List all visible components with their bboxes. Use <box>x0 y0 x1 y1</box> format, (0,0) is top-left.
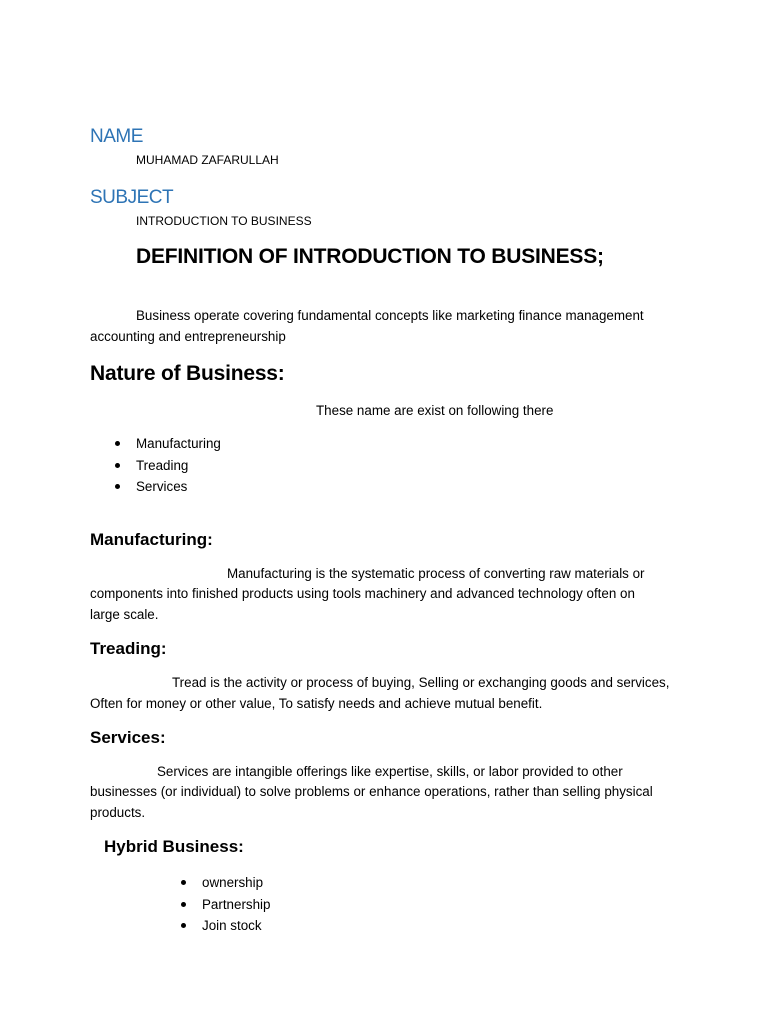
name-value: MUHAMAD ZAFARULLAH <box>136 153 279 167</box>
manufacturing-line-2: components into finished products using tools machinery and advanced technology often on <box>90 586 635 601</box>
list-item <box>112 455 221 477</box>
bullet-icon <box>181 902 186 907</box>
services-line-2: businesses (or individual) to solve problems or enhance operations, rather than selling physical <box>90 784 653 799</box>
bullet-icon <box>115 463 120 468</box>
services-line-1: Services are intangible offerings like expertise, skills, or labor provided to other <box>157 764 623 779</box>
bullet-icon <box>181 880 186 885</box>
bullet-icon <box>181 923 186 928</box>
hybrid-heading: Hybrid Business: <box>104 837 244 856</box>
services-heading: Services: <box>90 728 166 747</box>
list-item-label: Join stock <box>202 918 262 933</box>
definition-line-2: accounting and entrepreneurship <box>90 329 286 344</box>
list-item-label: Manufacturing <box>136 436 221 451</box>
definition-line-1: Business operate covering fundamental concepts like marketing finance management <box>136 308 644 323</box>
list-item-label: Treading <box>136 457 189 473</box>
manufacturing-heading: Manufacturing: <box>90 530 213 549</box>
list-item <box>178 894 270 916</box>
list-item <box>112 476 221 498</box>
list-item <box>178 915 270 937</box>
list-item-label: Services <box>136 479 188 494</box>
list-item <box>178 872 270 894</box>
bullet-icon <box>115 484 120 489</box>
definition-heading: DEFINITION OF INTRODUCTION TO BUSINESS; <box>136 245 604 268</box>
manufacturing-line-1: Manufacturing is the systematic process of converting raw materials or <box>227 566 645 581</box>
list-item-label: Partnership <box>202 896 271 912</box>
nature-intro: These name are exist on following there <box>316 403 554 418</box>
treading-heading: Treading: <box>90 639 167 658</box>
treading-line-1: Tread is the activity or process of buying, Selling or exchanging goods and services, <box>172 675 670 690</box>
services-line-3: products. <box>90 805 146 820</box>
list-item-label: ownership <box>202 875 264 890</box>
bullet-icon <box>115 441 120 446</box>
treading-line-2: Often for money or other value, To satisfy needs and achieve mutual benefit. <box>90 696 543 711</box>
subject-label: SUBJECT <box>90 187 174 208</box>
manufacturing-line-3: large scale. <box>90 607 159 622</box>
nature-heading: Nature of Business: <box>90 362 285 385</box>
hybrid-list <box>178 872 270 937</box>
list-item <box>112 433 221 455</box>
name-label: NAME <box>90 126 143 147</box>
nature-list <box>112 433 221 498</box>
subject-value: INTRODUCTION TO BUSINESS <box>136 214 312 228</box>
